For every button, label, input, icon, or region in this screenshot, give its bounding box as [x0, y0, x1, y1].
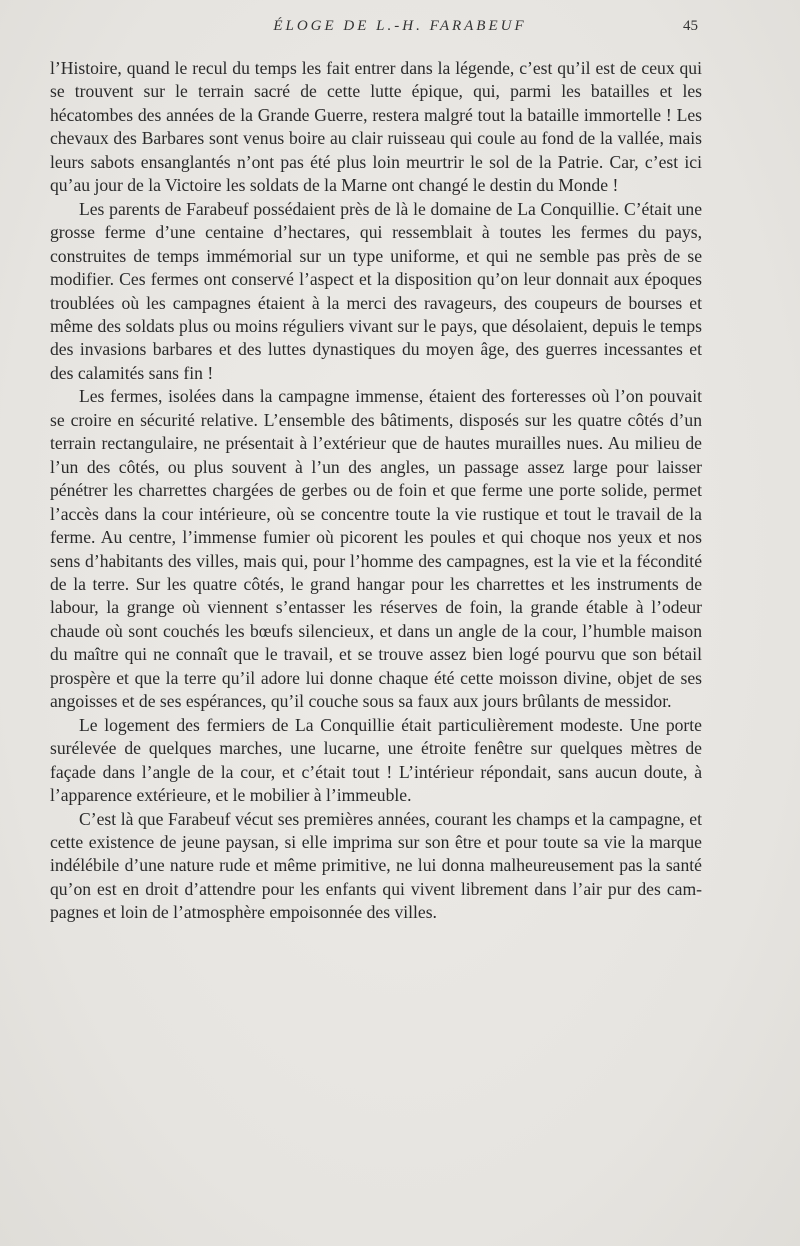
paragraph-4: Le logement des fermiers de La Conquillie était particulièrement modeste. Une porte surélevée de quelques marches, une lucarne, une étroite fenêtre sur quelques mètres de façade dans l’angle de la cour, et c’était tout ! L’intérieur répondait, sans aucun doute, à l’apparence extérieure, et le mobilier à l’immeuble.: [50, 714, 702, 806]
paragraph-3: Les fermes, isolées dans la campagne immense, étaient des forteresses où l’on pouvait se croire en sécurité relative. L’ensemble des bâtiments, disposés sur les quatre côtés d’un terrain rectangulaire, ne présentait à l’extérieur que de hautes murailles nues. Au milieu de l’un des côtés, ou plus souvent à l’un des angles, un passage assez large pour laisser pénétrer les charrettes chargées de gerbes ou de foin et que ferme une porte solide, permet l’accès dans la cour intérieure, où se concentre toute la vie rustique et tout le travail de la ferme. Au centre, l’immense fumier où picorent les poules et qui choque nos yeux et nos sens d’habitants des villes, mais qui, pour l’homme des campagnes, est la vie et la fécondité de la terre. Sur les quatre côtés, le grand hangar pour les charrettes et les instruments de labour, la grange où viennent s’entasser les réserves de foin, la grande étable à l’odeur chaude où sont couchés les bœufs silencieux, et dans un angle de la cour, l’humble maison du maître qui ne connaît que le travail, et se trouve assez bien logé pourvu que son bétail prospère et que la terre qu’il adore lui donne chaque été cette moisson divine, objet de ses angoisses et de ses espérances, qu’il couche sous sa faux aux jours brûlants de messidor.: [50, 386, 702, 712]
paragraph-5: C’est là que Farabeuf vécut ses premières années, courant les champs et la campagne, et cette existence de jeune paysan, si elle imprima sur son être et pour toute sa vie la marque indélébile d’une nature rude et même primitive, ne lui donna malheureusement pas la santé qu’on est en droit d’attendre pour les enfants qui vivent librement dans l’air pur des campagnes et loin de l’atmosphère empoisonnée des villes.: [50, 808, 702, 923]
page-number: 45: [683, 18, 698, 34]
running-title: ÉLOGE DE L.-H. FARABEUF: [273, 18, 527, 34]
paragraph-1: l’Histoire, quand le recul du temps les fait entrer dans la légende, c’est qu’il est de ceux qui se trouvent sur le terrain sacré de cette lutte épique, qui, parmi les batailles et les hécatombes des années de la Grande Guerre, restera malgré tout la bataille immortelle ! Les chevaux des Barbares sont venus boire au clair ruisseau qui coule au fond de la vallée, mais leurs sabots ensanglantés n’ont pas été plus loin meurtrir le sol de la Patrie. Car, c’est ici qu’au jour de la Victoire les soldats de la Marne ont changé le destin du Monde !: [50, 58, 702, 196]
page-header: [0, 18, 800, 42]
body-text: [50, 57, 702, 925]
paragraph-2: Les parents de Farabeuf possédaient près de là le domaine de La Conquillie. C’était une grosse ferme d’une centaine d’hectares, qui ressemblait à toutes les fermes du pays, construites de temps immémorial sur un type uniforme, et qui ne semble pas près de se modifier. Ces fermes ont conservé l’aspect et la disposition qu’on leur donnait aux époques troublées où les campagnes étaient à la merci des ravageurs, des coupeurs de bourses et même des soldats plus ou moins réguliers vivant sur le pays, que désolaient, depuis le temps des invasions barbares et des luttes dynastiques du moyen âge, des guerres incessantes et des calamités sans fin !: [50, 198, 702, 383]
